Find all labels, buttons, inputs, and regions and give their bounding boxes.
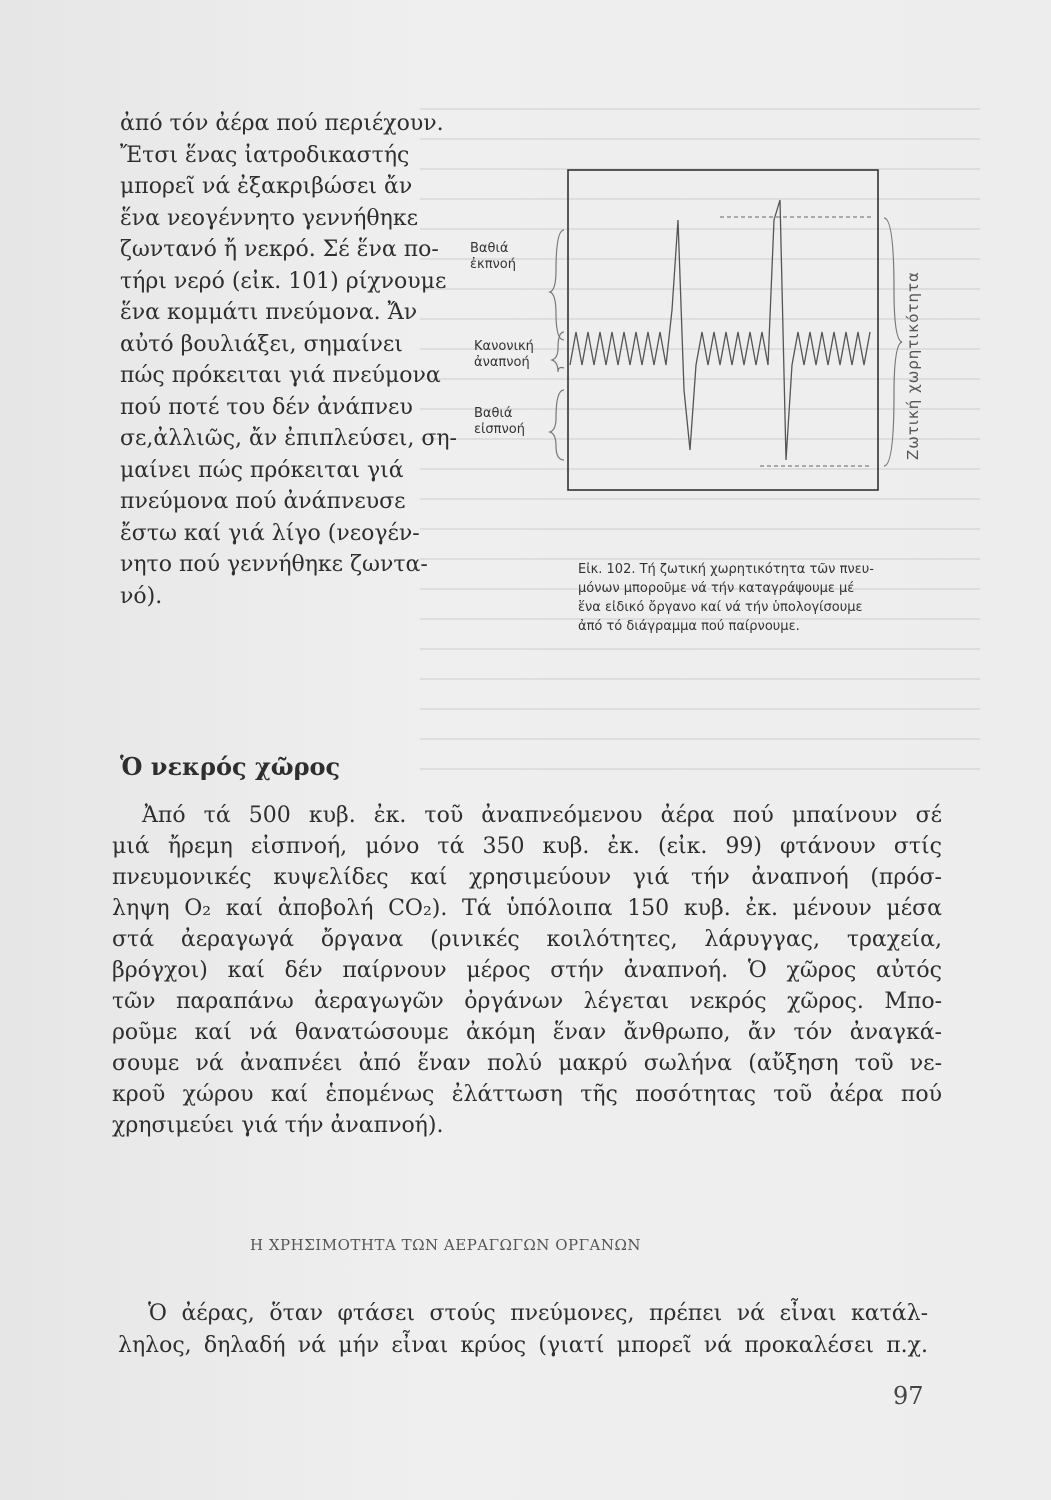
text-line: μπορεῖ νά ἐξακριβώσει ἄν: [120, 174, 413, 199]
text-line: Ἔτσι ἕνας ἰατροδικαστής: [120, 142, 410, 168]
label-deep-inhale-1: Βαθιά: [474, 406, 513, 421]
text-line: ληλος, δηλαδή νά μήν εἶναι κρύος (γιατί μπορεῖ νά προκαλέσει π.χ.: [118, 1333, 928, 1358]
text-line: σουμε νά ἀναπνέει ἀπό ἕναν πολύ μακρύ σωλήνα (αὔξηση τοῦ νε-: [112, 1051, 942, 1076]
text-line: πού ποτέ του δέν ἀνάπνευ: [120, 394, 413, 420]
brace-exhale: [550, 230, 564, 340]
text-line: πώς πρόκειται γιά πνεύμονα: [120, 363, 441, 388]
text-line: ληψη O₂ καί ἀποβολή CO₂). Τά ὑπόλοιπα 150 κυβ. ἐκ. μένουν μέσα: [112, 896, 942, 921]
text-line: νό).: [120, 583, 163, 609]
label-normal-1: Κανονική: [474, 339, 534, 354]
section-title-dead-space: Ὁ νεκρός χῶρος: [120, 752, 341, 781]
label-deep-exhale-1: Βαθιά: [470, 241, 509, 256]
breathing-trace: [570, 200, 870, 460]
label-deep-exhale-2: ἐκπνοή: [470, 257, 516, 272]
text-line: σε,ἀλλιῶς, ἄν ἐπιπλεύσει, ση-: [120, 426, 457, 451]
text-line: ζωντανό ἤ νεκρό. Σέ ἕνα πο-: [120, 237, 439, 262]
text-line: κροῦ χώρου καί ἑπομένως ἐλάττωση τῆς ποσότητας τοῦ ἀέρα πού: [112, 1082, 942, 1107]
text-line: στά ἀεραγωγά ὄργανα (ρινικές κοιλότητες, λάρυγγας, τραχεία,: [112, 927, 942, 952]
text-line: αὐτό βουλιάξει, σημαίνει: [120, 331, 403, 357]
label-vital-capacity: Ζωτική χωρητικότητα: [904, 271, 922, 460]
text-line: μιά ἤρεμη εἰσπνοή, μόνο τά 350 κυβ. ἐκ. (εἰκ. 99) φτάνουν στίς: [112, 834, 942, 859]
text-line: χρησιμεύει γιά τήν ἀναπνοή).: [112, 1113, 444, 1138]
text-line: ροῦμε καί νά θανατώσουμε ἀκόμη ἕναν ἄνθρωπο, ἄν τόν ἀναγκά-: [112, 1020, 942, 1045]
text-line: πνευμονικές κυψελίδες καί χρησιμεύουν γιά τήν ἀναπνοή (πρόσ-: [112, 865, 942, 890]
text-line: ἕνα κομμάτι πνεύμονα. Ἄν: [120, 300, 418, 325]
text-line: πνεύμονα πού ἀνάπνευσε: [120, 489, 406, 514]
label-deep-inhale-2: εἰσπνοή: [474, 422, 525, 437]
caption-line: μόνων μποροῦμε νά τήν καταγράψουμε μέ: [578, 581, 855, 596]
brace-normal: [552, 332, 564, 372]
text-line: τήρι νερό (εἰκ. 101) ρίχνουμε: [120, 268, 447, 294]
caption-line: ἕνα εἰδικό ὄργανο καί νά τήν ὑπολογίσουμε: [578, 600, 863, 615]
text-line: μαίνει πώς πρόκειται γιά: [120, 457, 404, 483]
text-line: ἕνα νεογέννητο γεννήθηκε: [120, 205, 418, 231]
text-line: ἀπό τόν ἀέρα πού περιέχουν.: [120, 111, 444, 136]
left-column-text: [120, 108, 457, 612]
brace-inhale: [550, 390, 564, 460]
text-line: βρόγχοι) καί δέν παίρνουν μέρος στήν ἀναπνοή. Ὁ χῶρος αὐτός: [112, 958, 942, 983]
figure-frame: [568, 170, 878, 490]
usefulness-paragraph: [118, 1298, 928, 1362]
figure-caption: [578, 560, 908, 636]
text-line: Ὁ ἀέρας, ὅταν φτάσει στούς πνεύμονες, πρέπει νά εἶναι κατάλ-: [148, 1301, 928, 1326]
caption-line: Εἰκ. 102. Τή ζωτική χωρητικότητα τῶν πνευ-: [578, 562, 874, 577]
text-line: Ἀπό τά 500 κυβ. ἐκ. τοῦ ἀναπνεόμενου ἀέρα πού μπαίνουν σέ: [142, 803, 942, 828]
page-number: 97: [893, 1382, 924, 1410]
brace-vital-capacity: [884, 218, 902, 466]
label-normal-2: ἀναπνοή: [474, 355, 530, 370]
caption-line: ἀπό τό διάγραμμα πού παίρνουμε.: [578, 619, 800, 634]
spirogram-figure: [460, 160, 930, 500]
text-line: ἔστω καί γιά λίγο (νεογέν-: [120, 520, 420, 546]
text-line: τῶν παραπάνω ἀεραγωγῶν ὀργάνων λέγεται νεκρός χῶρος. Μπο-: [112, 989, 942, 1014]
dead-space-paragraph: [112, 800, 942, 1141]
text-line: νητο πού γεννήθηκε ζωντα-: [120, 552, 428, 577]
section-title-usefulness: Η ΧΡΗΣΙΜΟΤΗΤΑ ΤΩΝ ΑΕΡΑΓΩΓΩΝ ΟΡΓΑΝΩΝ: [250, 1236, 642, 1254]
